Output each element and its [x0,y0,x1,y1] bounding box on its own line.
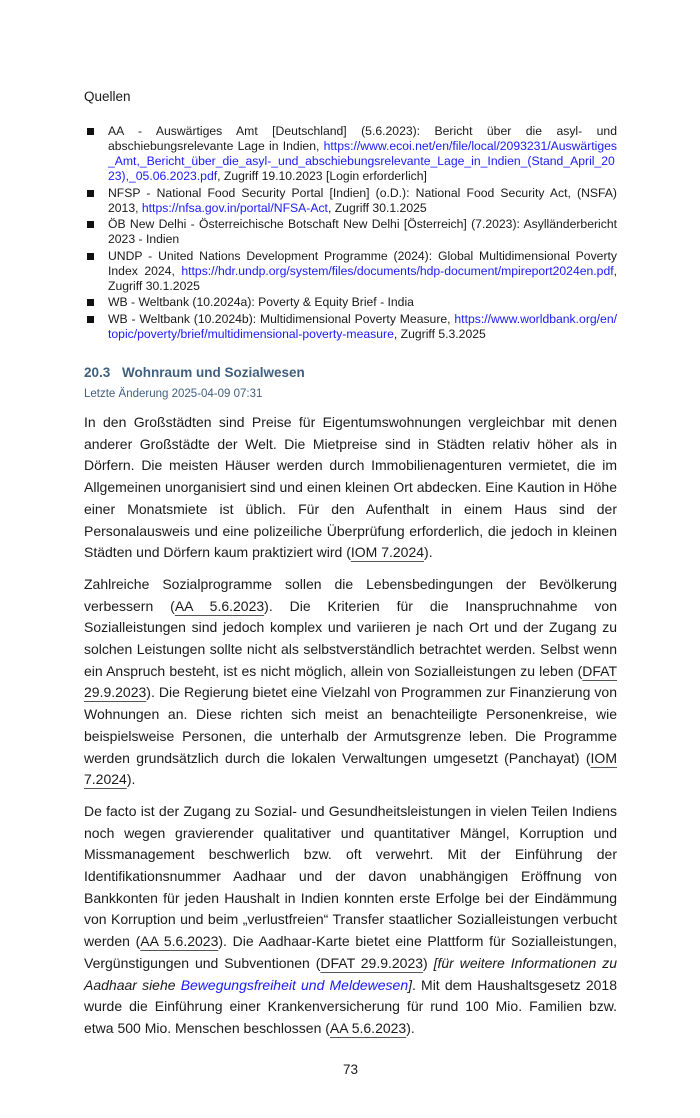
text: ] [408,976,412,993]
citation-link[interactable]: DFAT 29.9.2023 [84,662,617,701]
citation-link[interactable]: IOM 7.2024 [84,749,617,788]
link[interactable]: https://www.worldbank.org/en/topic/poverty/brief/multidimensional-poverty-measure [108,311,617,341]
last-changed: Letzte Änderung 2025-04-09 07:31 [84,388,263,400]
reference-item [84,312,617,342]
text: AA - Auswärtiges Amt [Deutschland] (5.6.2023): Bericht über die asyl- und abschiebungsrelevante Lage in Indien, [108,124,617,153]
section-title: Wohnraum und Sozialwesen [122,365,305,380]
section-body [84,412,617,1050]
text: ). [406,1019,415,1036]
citation-link[interactable]: AA 5.6.2023 [329,1019,407,1036]
text: ÖB New Delhi - Österreichische Botschaft New Delhi [Österreich] (7.2023): Asylländerbericht 2023 - Indien [108,217,617,246]
reference-item [84,124,617,184]
bullet-icon [87,190,94,197]
text: In den Großstädten sind Preise für Eigentumswohnungen vergleichbar mit denen anderer Großstädte der Welt. Die Mietpreise sind in Städten relativ höher als in Dörfern. Die meisten Häuser werden durch Immobilienagenturen vermietet, die im Allgemeinen unorganisiert sind und einen kleinen Ort abdecken. Eine Kaution in Höhe einer Monatsmiete ist üblich. Für den Aufenthalt in einem Haus sind der Personalausweis und eine polizeiliche Überprüfung erforderlich, die jedoch in kleinen Städten und Dörfern kaum praktiziert wird ( [84,414,617,561]
citation-link[interactable]: IOM 7.2024 [350,544,425,561]
text: Zahlreiche Sozialprogramme sollen die Lebensbedingungen der Bevölkerung verbessern ( [84,575,617,614]
text: ). Die Aadhaar-Karte bietet eine Plattform für Sozialleistungen, Vergünstigungen und Subventionen ( [84,933,618,971]
link[interactable]: https://hdr.undp.org/system/files/documents/hdp-document/mpireport2024en.pdf [181,263,614,278]
text: , Zugriff 19.10.2023 [Login erforderlich] [217,169,427,183]
reference-item [84,186,617,216]
paragraph [84,412,617,564]
bullet-icon [87,299,94,306]
text: ). Die Kriterien für die Inanspruchnahme von Sozialleistungen sind jedoch komplex und variieren je nach Ort und der Zugang zu solchen Leistungen sollte nicht als selbstverständlich betrachtet werden. Selbst wenn ein Anspruch besteht, ist es nicht möglich, allein von Sozialleistungen zu leben ( [84,597,617,679]
reference-item [84,217,617,247]
text: , Zugriff 5.3.2025 [393,326,486,341]
sources-title: Quellen [84,89,131,104]
text: ). Die Regierung bietet eine Vielzahl von Programmen zur Finanzierung von Wohnungen an. Diese richten sich meist an benachteiligte Personenkreise, wie beispielsweise Personen, die unterhalb der Armutsgrenze leben. Die Programme werden grundsätzlich durch die lokalen Verwaltungen umgesetzt (Panchayat) ( [84,684,617,766]
paragraph [84,801,617,1040]
reference-item [84,249,617,294]
link[interactable]: Bewegungsfreiheit und Meldewesen [180,976,409,993]
text: WB - Weltbank (10.2024a): Poverty & Equity Brief - India [108,295,414,309]
reference-item [84,295,617,310]
link[interactable]: https://nfsa.gov.in/portal/NFSA-Act [141,200,328,215]
text: . Mit dem Haushaltsgesetz 2018 wurde die Einführung einer Krankenversicherung für rund 100 Mio. Familien bzw. etwa 500 Mio. Menschen beschlossen ( [84,976,617,1036]
references-list [84,124,617,343]
text: De facto ist der Zugang zu Sozial- und Gesundheitsleistungen in vielen Teilen Indiens noch wegen gravierender qualitativer und quantitativer Mängel, Korruption und Missmanagement beschwerlich bzw. oft verwehrt. Mit der Einführung der Identifikationsnummer Aadhaar und der davon unabhängigen Eröffnung von Bankkonten für jeden Haushalt in Indien konnten erste Erfolge bei der Eindämmung von Korruption und beim „verlustfreien“ Transfer staatlicher Sozialleistungen verbucht werden ( [84,802,617,950]
section-number: 20.3 [84,365,111,380]
text: ). [126,771,136,788]
text: ) [423,954,434,971]
link[interactable]: https://www.ecoi.net/en/file/local/2093231/Auswärtiges_Amt,_Bericht_über_die_asyl-_und_abschiebungsrelevante_Lage_in_Indien_(Stand_April_2023),_05.06.2023.pdf [108,139,617,183]
paragraph [84,574,617,791]
text: UNDP - United Nations Development Programme (2024): Global Multidimensional Poverty Index 2024, [108,248,617,278]
text: WB - Weltbank (10.2024b): Multidimensional Poverty Measure, [108,311,455,326]
citation-link[interactable]: AA 5.6.2023 [174,597,265,614]
text: , Zugriff 30.1.2025 [108,263,617,293]
bullet-icon [87,316,94,323]
text: NFSP - National Food Security Portal [Indien] (o.D.): National Food Security Act, (NSFA) 2013, [108,185,617,215]
text: [für weitere Informationen zu Aadhaar siehe [84,954,617,993]
page-number: 73 [342,1061,359,1077]
section-heading [84,365,617,381]
bullet-icon [87,253,94,260]
citation-link[interactable]: AA 5.6.2023 [140,933,219,950]
text: ). [424,544,433,561]
bullet-icon [87,221,94,228]
text: , Zugriff 30.1.2025 [327,200,427,215]
bullet-icon [87,128,94,135]
citation-link[interactable]: DFAT 29.9.2023 [320,954,424,971]
